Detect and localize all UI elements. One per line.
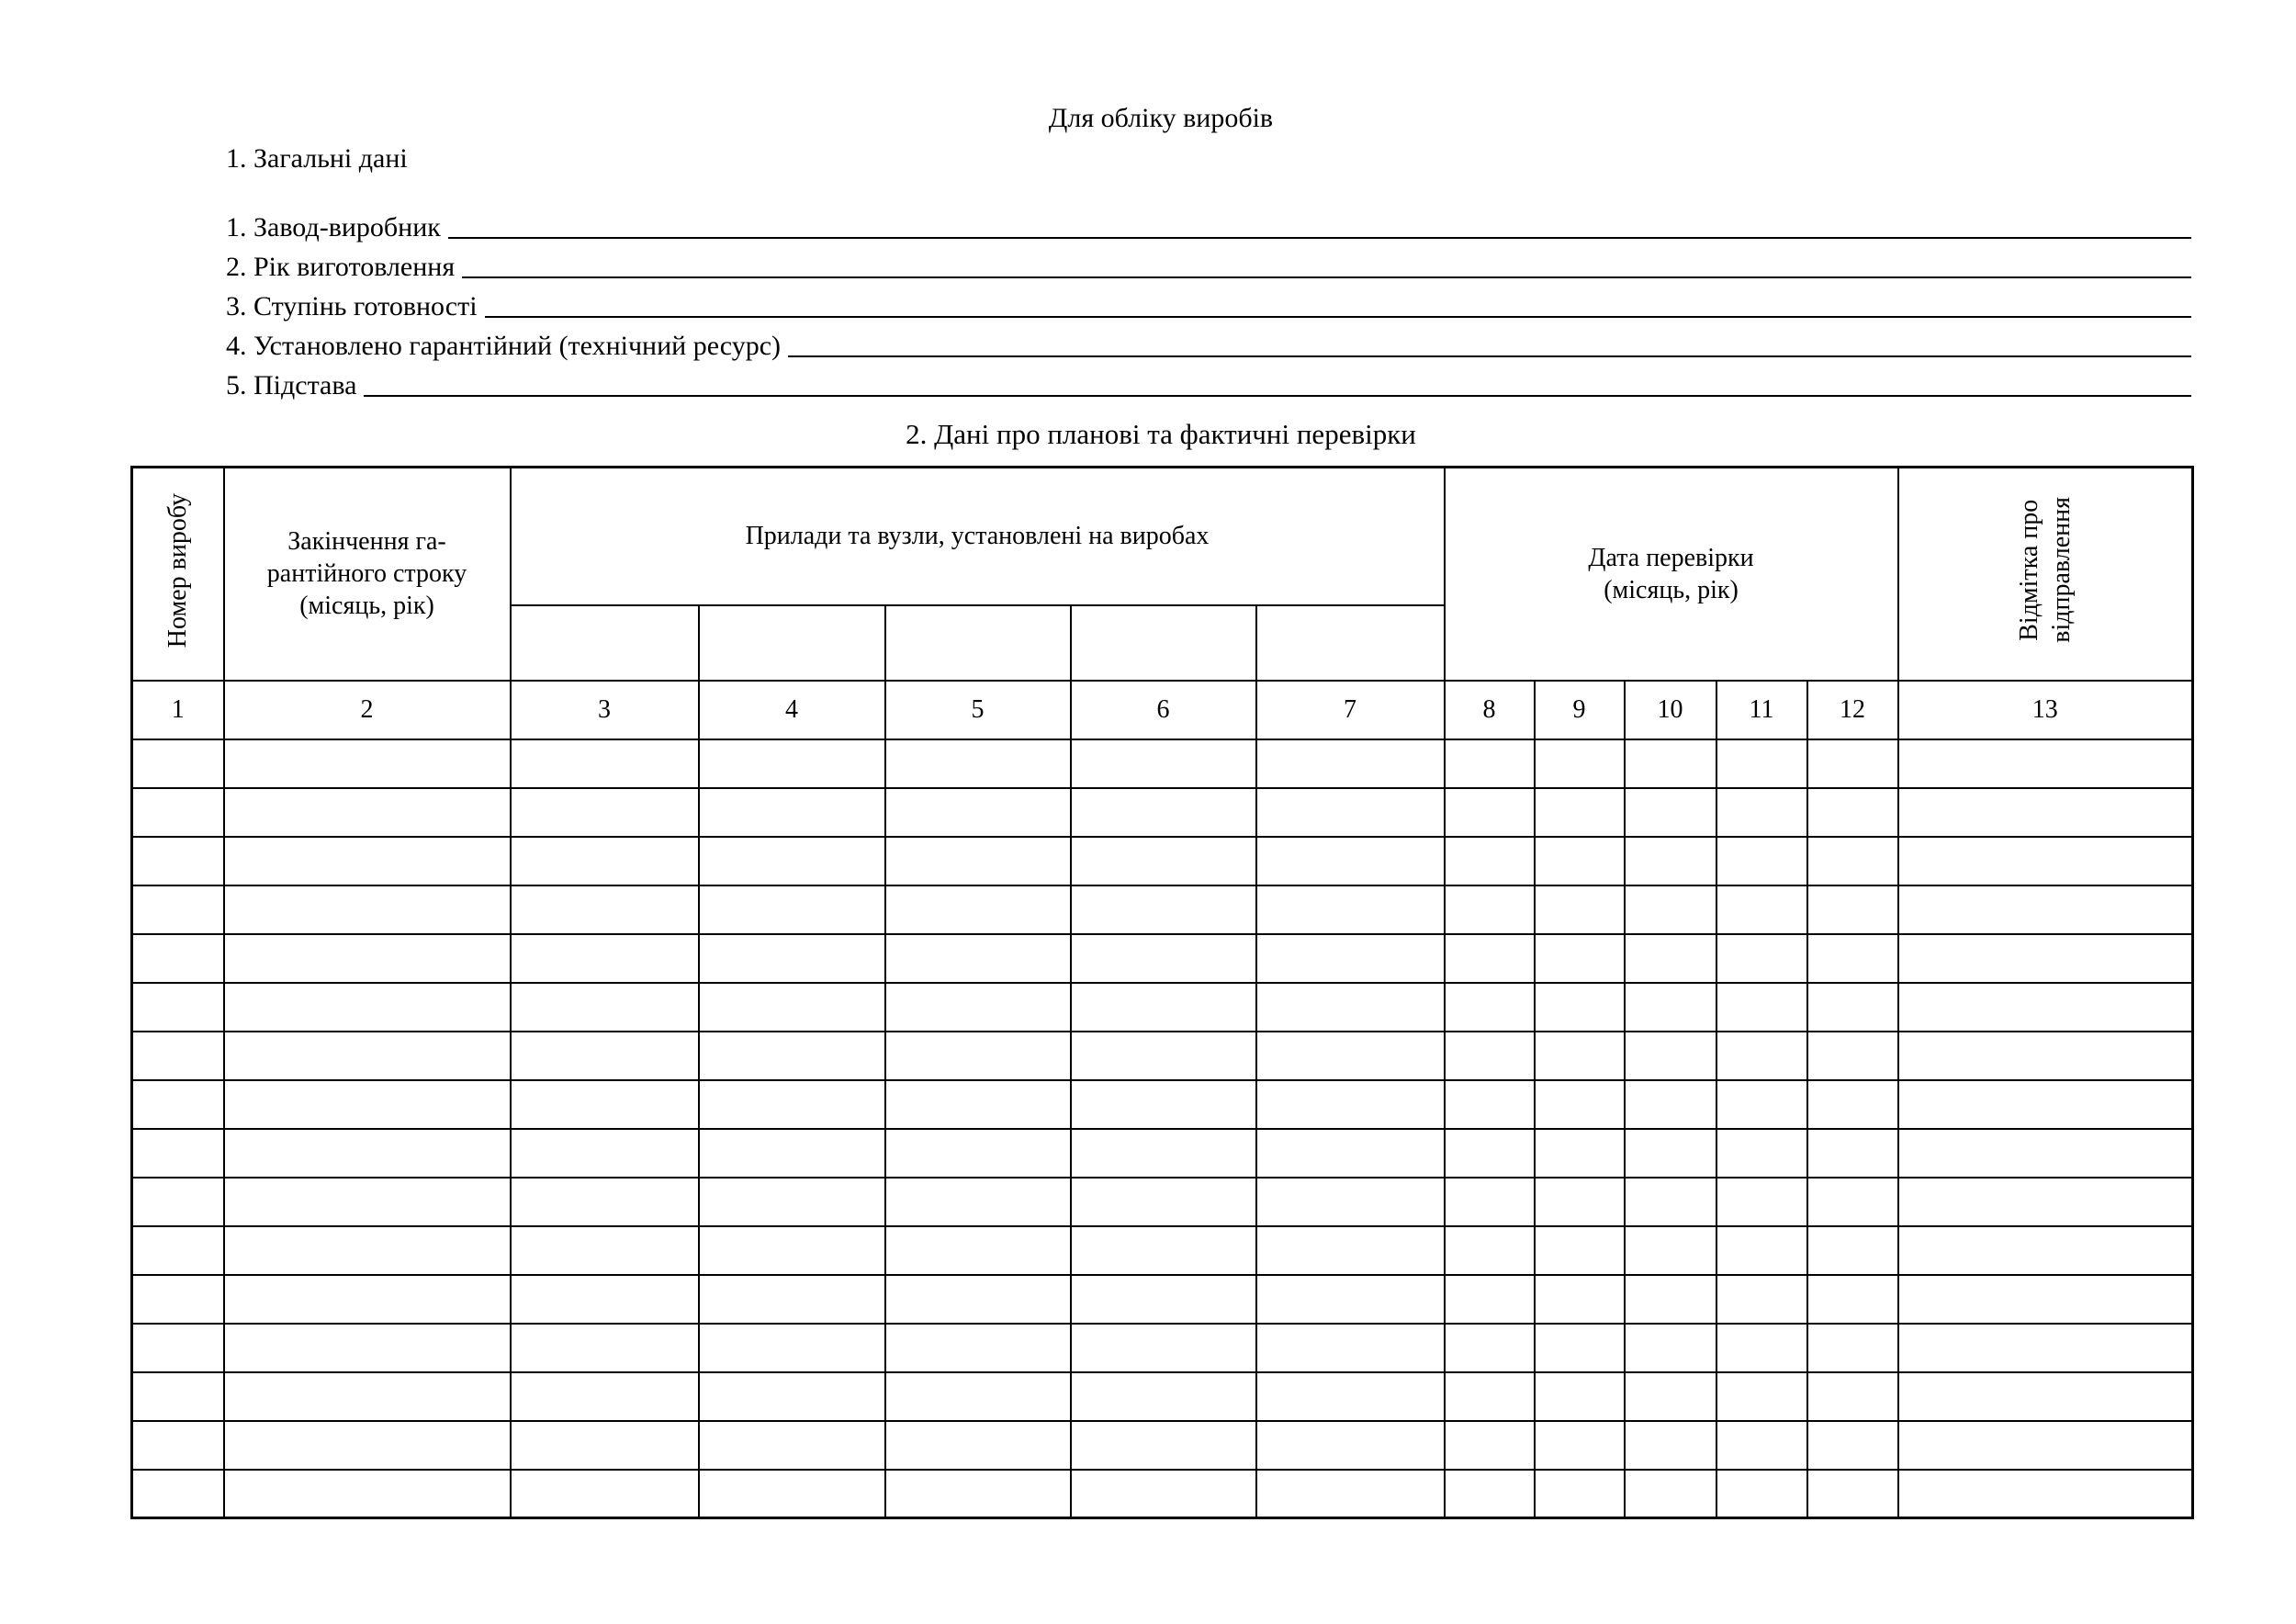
table-cell (885, 1129, 1071, 1178)
table-cell (1445, 1275, 1535, 1324)
table-cell (132, 837, 224, 885)
table-cell (885, 1275, 1071, 1324)
table-cell (1071, 1032, 1256, 1080)
table-cell (885, 837, 1071, 885)
table-cell (1256, 1129, 1445, 1178)
table-cell (1445, 1178, 1535, 1226)
table-row (132, 885, 2193, 934)
table-cell (1807, 1275, 1898, 1324)
table-row (132, 1080, 2193, 1129)
column-number: 3 (511, 681, 699, 739)
field-row-readiness (226, 283, 2191, 322)
table-cell (1807, 1470, 1898, 1518)
table-cell (132, 1372, 224, 1421)
table-cell (1071, 934, 1256, 983)
table-row (132, 1226, 2193, 1275)
table-row (132, 983, 2193, 1032)
table-cell (1625, 1421, 1716, 1470)
table-cell (1625, 1324, 1716, 1372)
table-cell (1625, 1032, 1716, 1080)
table-cell (224, 837, 511, 885)
table-cell (1256, 788, 1445, 837)
column-number: 10 (1625, 681, 1716, 739)
table-row (132, 1470, 2193, 1518)
table-row (132, 1421, 2193, 1470)
column-number: 13 (1898, 681, 2193, 739)
table-cell (1445, 1324, 1535, 1372)
devices-subheader-cell (885, 605, 1071, 681)
table-row (132, 788, 2193, 837)
blank-line (485, 315, 2191, 318)
table-cell (1716, 739, 1807, 788)
form-page (130, 0, 2191, 1519)
table-cell (1256, 1032, 1445, 1080)
table-cell (1716, 1372, 1807, 1421)
blank-line (788, 355, 2191, 357)
header-devices-group: Прилади та вузли, установлені на виробах (511, 468, 1445, 605)
table-cell (1071, 1129, 1256, 1178)
table-cell (1535, 1032, 1625, 1080)
table-cell (699, 1275, 885, 1324)
table-cell (699, 1372, 885, 1421)
column-number: 1 (132, 681, 224, 739)
table-cell (511, 885, 699, 934)
table-cell (1256, 837, 1445, 885)
table-cell (1898, 1421, 2193, 1470)
table-cell (1535, 1178, 1625, 1226)
table-cell (1535, 788, 1625, 837)
column-number: 7 (1256, 681, 1445, 739)
table-cell (1445, 1032, 1535, 1080)
table-cell (1071, 837, 1256, 885)
table-cell (1716, 1178, 1807, 1226)
table-cell (1716, 788, 1807, 837)
table-cell (1256, 1080, 1445, 1129)
table-cell (511, 1324, 699, 1372)
table-cell (1716, 983, 1807, 1032)
table-cell (1625, 739, 1716, 788)
table-cell (1716, 1324, 1807, 1372)
table-cell (511, 1470, 699, 1518)
header-item-number: Номер виробу (132, 468, 224, 681)
table-cell (1625, 885, 1716, 934)
table-cell (224, 739, 511, 788)
table-cell (1535, 837, 1625, 885)
table-cell (1071, 1324, 1256, 1372)
table-cell (1071, 1080, 1256, 1129)
table-cell (1716, 1129, 1807, 1178)
table-cell (1071, 1226, 1256, 1275)
table-cell (132, 1080, 224, 1129)
table-row (132, 1372, 2193, 1421)
table-cell (1256, 1275, 1445, 1324)
table-cell (511, 837, 699, 885)
column-number: 11 (1716, 681, 1807, 739)
table-cell (885, 934, 1071, 983)
table-cell (1445, 739, 1535, 788)
checks-table (130, 466, 2194, 1519)
table-cell (511, 934, 699, 983)
table-cell (224, 1226, 511, 1275)
blank-line (448, 236, 2191, 239)
table-cell (1898, 1275, 2193, 1324)
table-cell (132, 1470, 224, 1518)
table-cell (1535, 934, 1625, 983)
table-cell (885, 1032, 1071, 1080)
table-cell (224, 1470, 511, 1518)
table-cell (1898, 1226, 2193, 1275)
field-row-year (226, 243, 2191, 283)
table-cell (1256, 983, 1445, 1032)
table-row (132, 934, 2193, 983)
table-cell (132, 739, 224, 788)
devices-subheader-cell (1256, 605, 1445, 681)
devices-subheader-cell (511, 605, 699, 681)
table-cell (132, 934, 224, 983)
table-cell (1071, 885, 1256, 934)
table-cell (885, 1470, 1071, 1518)
table-cell (1807, 934, 1898, 983)
table-cell (1625, 1129, 1716, 1178)
table-cell (1625, 1080, 1716, 1129)
general-data-fields (226, 204, 2191, 401)
table-cell (1256, 1470, 1445, 1518)
table-cell (1535, 1324, 1625, 1372)
column-number: 6 (1071, 681, 1256, 739)
table-cell (699, 1080, 885, 1129)
table-cell (1535, 1470, 1625, 1518)
table-cell (885, 1324, 1071, 1372)
field-label: 5. Підстава (226, 370, 357, 400)
table-cell (885, 1226, 1071, 1275)
header-dispatch-mark: Відмітка про відправлення (1898, 468, 2193, 681)
table-cell (1807, 1226, 1898, 1275)
table-cell (1716, 837, 1807, 885)
table-cell (511, 1226, 699, 1275)
table-cell (132, 885, 224, 934)
table-cell (1716, 1080, 1807, 1129)
table-cell (511, 1129, 699, 1178)
table-cell (132, 1324, 224, 1372)
table-cell (1716, 1421, 1807, 1470)
table-cell (1807, 837, 1898, 885)
table-cell (224, 983, 511, 1032)
table-cell (1445, 1372, 1535, 1421)
table-row (132, 1324, 2193, 1372)
table-cell (1535, 1129, 1625, 1178)
table-cell (132, 1178, 224, 1226)
table-cell (699, 1129, 885, 1178)
table-cell (132, 1129, 224, 1178)
table-cell (1445, 788, 1535, 837)
table-cell (1256, 1324, 1445, 1372)
table-cell (224, 885, 511, 934)
field-row-warranty (226, 322, 2191, 362)
table-row (132, 1178, 2193, 1226)
table-cell (699, 1032, 885, 1080)
table-cell (1716, 1275, 1807, 1324)
table-cell (1071, 1372, 1256, 1421)
table-cell (699, 1324, 885, 1372)
table-cell (1071, 1470, 1256, 1518)
table-cell (132, 788, 224, 837)
table-cell (885, 1421, 1071, 1470)
table-cell (1898, 1032, 2193, 1080)
table-cell (132, 1032, 224, 1080)
table-cell (1716, 934, 1807, 983)
table-cell (224, 1275, 511, 1324)
table-cell (1716, 1032, 1807, 1080)
form-title: Для обліку виробів (1048, 103, 1274, 133)
table-cell (1807, 1032, 1898, 1080)
table-cell (511, 1275, 699, 1324)
field-row-basis (226, 362, 2191, 401)
table-cell (1807, 1324, 1898, 1372)
table-cell (1625, 1178, 1716, 1226)
table-cell (885, 1080, 1071, 1129)
table-cell (885, 739, 1071, 788)
table-cell (885, 1178, 1071, 1226)
table-body (132, 739, 2193, 1518)
table-cell (699, 1178, 885, 1226)
table-cell (1807, 1421, 1898, 1470)
table-cell (1625, 1372, 1716, 1421)
table-cell (224, 788, 511, 837)
table-cell (1535, 983, 1625, 1032)
table-cell (1625, 934, 1716, 983)
table-cell (699, 788, 885, 837)
table-cell (1807, 1372, 1898, 1421)
devices-subheader-cell (1071, 605, 1256, 681)
table-cell (1807, 1178, 1898, 1226)
table-cell (1071, 1275, 1256, 1324)
table-cell (1716, 1226, 1807, 1275)
table-cell (1445, 1470, 1535, 1518)
table-row (132, 739, 2193, 788)
table-cell (1256, 739, 1445, 788)
table-cell (699, 1226, 885, 1275)
field-label: 1. Завод-виробник (226, 212, 441, 242)
table-cell (511, 1421, 699, 1470)
table-cell (1898, 788, 2193, 837)
table-cell (1071, 1421, 1256, 1470)
table-cell (1807, 1080, 1898, 1129)
table-cell (1898, 934, 2193, 983)
table-cell (1898, 983, 2193, 1032)
table-cell (885, 983, 1071, 1032)
table-cell (1535, 1226, 1625, 1275)
table-cell (885, 1372, 1071, 1421)
column-number: 12 (1807, 681, 1898, 739)
table-cell (1807, 1129, 1898, 1178)
blank-line (462, 276, 2191, 278)
table-cell (1256, 1226, 1445, 1275)
table-cell (1445, 1421, 1535, 1470)
table-cell (511, 983, 699, 1032)
devices-subheader-cell (699, 605, 885, 681)
table-cell (1807, 885, 1898, 934)
table-cell (1445, 1080, 1535, 1129)
table-cell (1625, 788, 1716, 837)
table-cell (1445, 934, 1535, 983)
table-cell (1256, 1178, 1445, 1226)
table-cell (1898, 837, 2193, 885)
column-number: 8 (1445, 681, 1535, 739)
table-cell (1535, 1275, 1625, 1324)
table-cell (699, 837, 885, 885)
table-cell (1445, 983, 1535, 1032)
table-cell (699, 885, 885, 934)
table-cell (699, 934, 885, 983)
table-cell (1898, 1324, 2193, 1372)
table-cell (224, 1324, 511, 1372)
column-number: 2 (224, 681, 511, 739)
header-check-date: Дата перевірки (місяць, рік) (1445, 468, 1898, 681)
table-cell (132, 1226, 224, 1275)
table-cell (1898, 1372, 2193, 1421)
table-cell (511, 739, 699, 788)
table-cell (1807, 788, 1898, 837)
table-cell (1625, 983, 1716, 1032)
table-cell (1445, 837, 1535, 885)
table-row (132, 1129, 2193, 1178)
table-cell (1445, 1129, 1535, 1178)
table-cell (1898, 885, 2193, 934)
table-cell (1256, 1421, 1445, 1470)
table-cell (511, 788, 699, 837)
table-cell (1256, 934, 1445, 983)
table-cell (1625, 837, 1716, 885)
table-row (132, 1275, 2193, 1324)
blank-line (364, 394, 2191, 397)
table-row (132, 1032, 2193, 1080)
table-cell (224, 1178, 511, 1226)
table-cell (1898, 1080, 2193, 1129)
column-number-row (132, 681, 2193, 739)
table-cell (1807, 739, 1898, 788)
table-cell (1256, 1372, 1445, 1421)
table-cell (699, 1421, 885, 1470)
table-cell (1625, 1275, 1716, 1324)
field-label: 3. Ступінь готовності (226, 291, 478, 321)
table-cell (511, 1080, 699, 1129)
table-cell (1071, 1178, 1256, 1226)
table-cell (511, 1372, 699, 1421)
table-cell (224, 1421, 511, 1470)
table-cell (699, 1470, 885, 1518)
table-cell (1898, 739, 2193, 788)
column-number: 4 (699, 681, 885, 739)
header-warranty-end: Закінчення га- рантійного строку (місяць, рік) (224, 468, 511, 681)
table-cell (511, 1178, 699, 1226)
table-cell (1535, 885, 1625, 934)
table-cell (224, 1129, 511, 1178)
field-label: 2. Рік виготовлення (226, 252, 456, 282)
table-cell (224, 934, 511, 983)
table-cell (132, 1421, 224, 1470)
table-cell (1071, 983, 1256, 1032)
table-cell (511, 1032, 699, 1080)
table-cell (1898, 1178, 2193, 1226)
table-cell (1445, 1226, 1535, 1275)
table-cell (1535, 1421, 1625, 1470)
table-cell (1625, 1226, 1716, 1275)
table-cell (699, 739, 885, 788)
field-label: 4. Установлено гарантійний (технічний ресурс) (226, 331, 782, 361)
table-cell (224, 1372, 511, 1421)
table-cell (1071, 788, 1256, 837)
table-cell (224, 1080, 511, 1129)
table-cell (132, 1275, 224, 1324)
table-cell (1535, 1080, 1625, 1129)
section1-heading: 1. Загальні дані (226, 143, 408, 174)
section2-heading: 2. Дані про планові та фактичні перевірки (906, 418, 1416, 450)
table-cell (1535, 739, 1625, 788)
table-cell (1445, 885, 1535, 934)
column-number: 9 (1535, 681, 1625, 739)
table-cell (885, 788, 1071, 837)
column-number: 5 (885, 681, 1071, 739)
table-cell (1807, 983, 1898, 1032)
table-cell (1716, 1470, 1807, 1518)
table-row (132, 837, 2193, 885)
table-cell (1071, 739, 1256, 788)
table-cell (1625, 1470, 1716, 1518)
table-cell (699, 983, 885, 1032)
table-cell (1716, 885, 1807, 934)
table-cell (1256, 885, 1445, 934)
table-cell (224, 1032, 511, 1080)
table-cell (1898, 1470, 2193, 1518)
table-cell (1535, 1372, 1625, 1421)
table-cell (1898, 1129, 2193, 1178)
table-cell (132, 983, 224, 1032)
field-row-manufacturer (226, 204, 2191, 243)
table-cell (885, 885, 1071, 934)
